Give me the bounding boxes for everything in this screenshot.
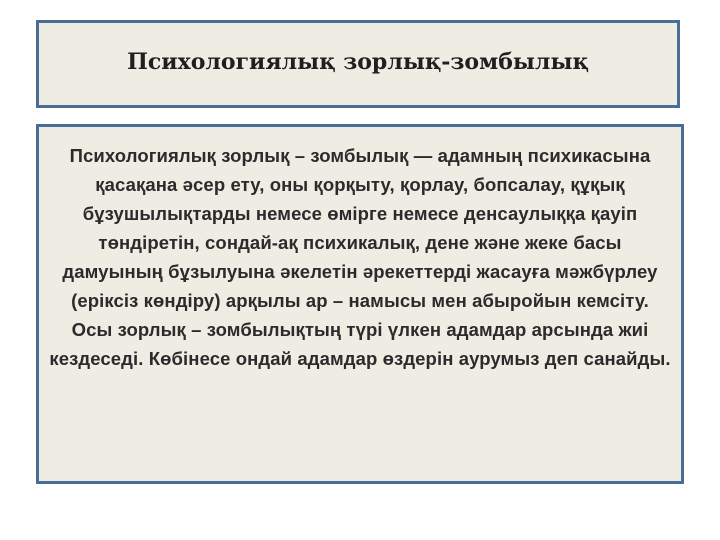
paragraph-definition: Психологиялық зорлық – зомбылық — адамның психикасына қасақана әсер ету, оны қорқыту, қорлау, бопсалау, құқық бұзушылықтарды немесе өмірге немесе денсаулыққа қауіп төндіретін, сондай-ақ психикалық, дене және жеке басы дамуының бұзылуына әкелетін әрекеттерді жасауға мәжбүрлеу (еріксіз көндіру) арқылы ар – намысы мен абыройын кемсіту.	[62, 145, 658, 311]
content-box	[36, 124, 684, 484]
paragraph-prevalence: Осы зорлық – зомбылықтың түрі үлкен адамдар арсында жиі кездеседі. Көбінесе ондай адамдар өздерін аурумыз деп санайды.	[49, 319, 671, 369]
slide-title: Психологиялық зорлық-зомбылық	[127, 49, 589, 75]
title-box	[36, 20, 680, 108]
